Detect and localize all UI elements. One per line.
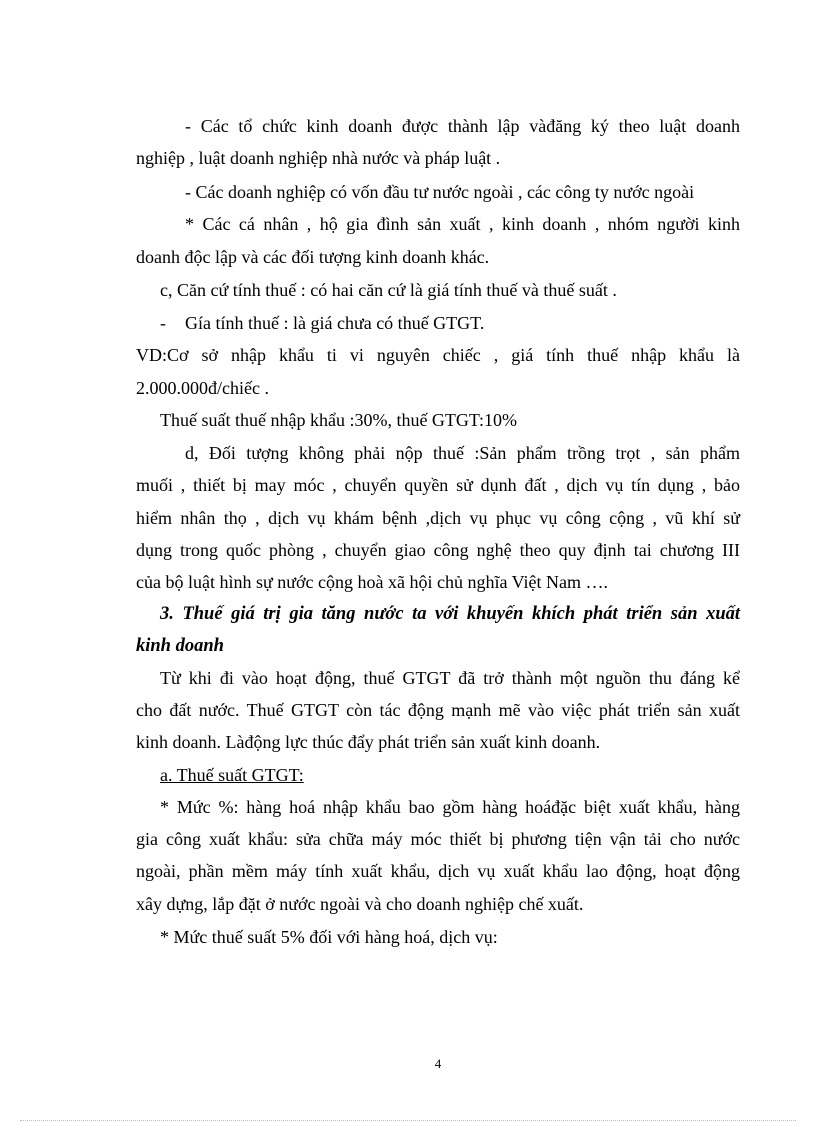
text-line: nghiệp , luật doanh nghiệp nhà nước và pháp luật . [136, 148, 501, 168]
text-line: * Mức %: hàng hoá nhập khẩu bao gồm hàng hoáđặc biệt xuất khẩu, hàng [160, 797, 740, 817]
text-line: - Các doanh nghiệp có vốn đầu tư nước ngoài , các công ty nước ngoài [185, 182, 695, 202]
text-line: dụng trong quốc phòng , chuyển giao công nghệ theo quy định tai chương III [136, 540, 740, 560]
text-line: cho đất nước. Thuế GTGT còn tác động mạnh mẽ vào việc phát triển sản xuất [136, 700, 740, 720]
text-line: xây dựng, lắp đặt ở nước ngoài và cho doanh nghiệp chế xuất. [136, 894, 584, 914]
text-line: muối , thiết bị may móc , chuyển quyền sử dụnh đất , dịch vụ tín dụng , bảo [136, 475, 740, 495]
text-line: c, Căn cứ tính thuế : có hai căn cứ là giá tính thuế và thuế suất . [160, 280, 617, 300]
text-line: * Mức thuế suất 5% đối với hàng hoá, dịch vụ: [160, 927, 498, 947]
subheading: a. Thuế suất GTGT: [160, 765, 304, 785]
text-line: Gía tính thuế : là giá chưa có thuế GTGT. [185, 313, 485, 333]
text-line: - Các tổ chức kinh doanh được thành lập vàđăng ký theo luật doanh [185, 116, 740, 136]
page-number: 4 [434, 1056, 442, 1071]
text-line: hiểm nhân thọ , dịch vụ khám bệnh ,dịch vụ phục vụ công cộng , vũ khí sử [136, 508, 740, 528]
section-heading: 3. Thuế giá trị gia tăng nước ta với khuyến khích phát triển sản xuất [160, 604, 740, 624]
list-bullet: - [160, 313, 166, 333]
text-line: Từ khi đi vào hoạt động, thuế GTGT đã trở thành một nguồn thu đáng kể [160, 668, 740, 688]
section-heading: kinh doanh [136, 636, 224, 656]
text-line: ngoài, phần mềm máy tính xuất khẩu, dịch vụ xuất khẩu lao động, hoạt động [136, 861, 740, 881]
text-line: * Các cá nhân , hộ gia đình sản xuất , kinh doanh , nhóm người kinh [185, 214, 740, 234]
text-line: 2.000.000đ/chiếc . [136, 378, 269, 398]
text-line: Thuế suất thuế nhập khẩu :30%, thuế GTGT:10% [160, 410, 518, 430]
text-line: của bộ luật hình sự nước cộng hoà xã hội chủ nghĩa Việt Nam …. [136, 572, 609, 592]
text-line: kinh doanh. Làđộng lực thúc đẩy phát triển sản xuất kinh doanh. [136, 732, 601, 752]
text-line: doanh độc lập và các đối tượng kinh doanh khác. [136, 247, 490, 267]
text-line: d, Đối tượng không phải nộp thuế :Sản phẩm trồng trọt , sản phẩm [185, 443, 740, 463]
text-line: VD:Cơ sở nhập khẩu ti vi nguyên chiếc , giá tính thuế nhập khẩu là [136, 345, 740, 365]
page-divider [20, 1120, 796, 1121]
text-line: gia công xuất khẩu: sửa chữa máy móc thiết bị phương tiện vận tải cho nước [136, 829, 740, 849]
